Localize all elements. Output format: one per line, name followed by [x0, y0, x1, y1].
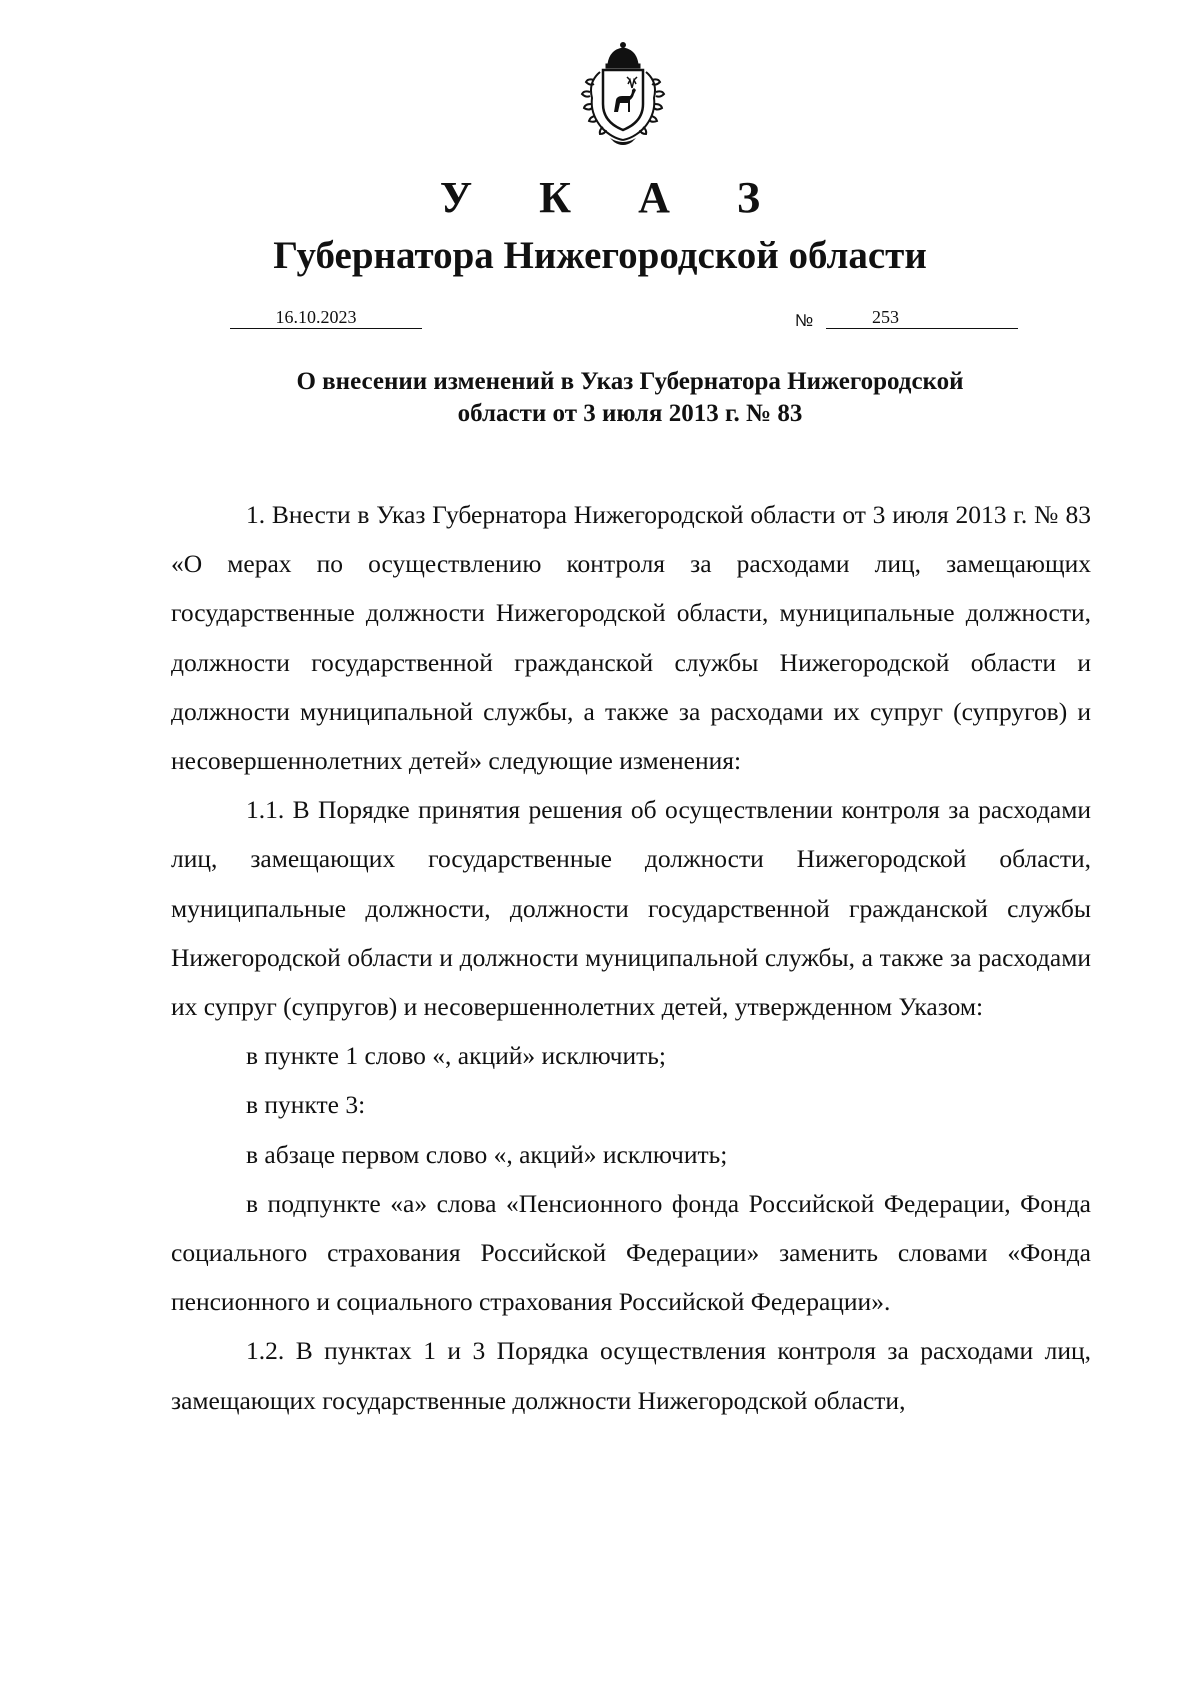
document-body — [171, 490, 1091, 1425]
document-heading — [170, 366, 1090, 430]
decree-date: 16.10.2023 — [230, 306, 422, 329]
paragraph-item-3: в пункте 3: — [246, 1090, 366, 1120]
decree-subtitle: Губернатора Нижегородской области — [273, 234, 927, 277]
document-heading-line-1: О внесении изменений в Указ Губернатора Нижегородской — [296, 368, 964, 395]
decree-number: 253 — [826, 306, 1018, 329]
paragraph-item-3-abzac: в абзаце первом слово «, акций» исключить; — [246, 1139, 728, 1169]
document-heading-line-2: области от 3 июля 2013 г. № 83 — [457, 400, 803, 427]
paragraph-item-1: в пункте 1 слово «, акций» исключить; — [246, 1041, 667, 1071]
coat-of-arms-icon — [570, 42, 676, 148]
number-label: № — [795, 311, 814, 330]
paragraph-1-1: 1.1. В Порядке принятия решения об осуществлении контроля за расходами лиц, замещающих государственные должности Нижегородской области, муниципальные должности, должности государственной гражданской службы Нижегородской области и должности муниципальной службы, а также за расходами их супруг (супругов) и несовершеннолетних детей, утвержденном Указом: — [171, 795, 1091, 1022]
paragraph-1-2: 1.2. В пунктах 1 и 3 Порядка осуществления контроля за расходами лиц, замещающих государственные должности Нижегородской области, — [171, 1336, 1091, 1415]
decree-title: У К А З — [439, 173, 789, 222]
paragraph-item-3-a: в подпункте «а» слова «Пенсионного фонда Российской Федерации, Фонда социального страхования Российской Федерации» заменить словами «Фонда пенсионного и социального страхования Российской Федерации». — [171, 1188, 1091, 1317]
paragraph-1: 1. Внести в Указ Губернатора Нижегородской области от 3 июля 2013 г. № 83 «О мерах по осуществлению контроля за расходами лиц, замещающих государственные должности Нижегородской области, муниципальные должности, должности государственной гражданской службы Нижегородской области и должности муниципальной службы, а также за расходами их супруг (супругов) и несовершеннолетних детей» следующие изменения: — [171, 500, 1091, 776]
